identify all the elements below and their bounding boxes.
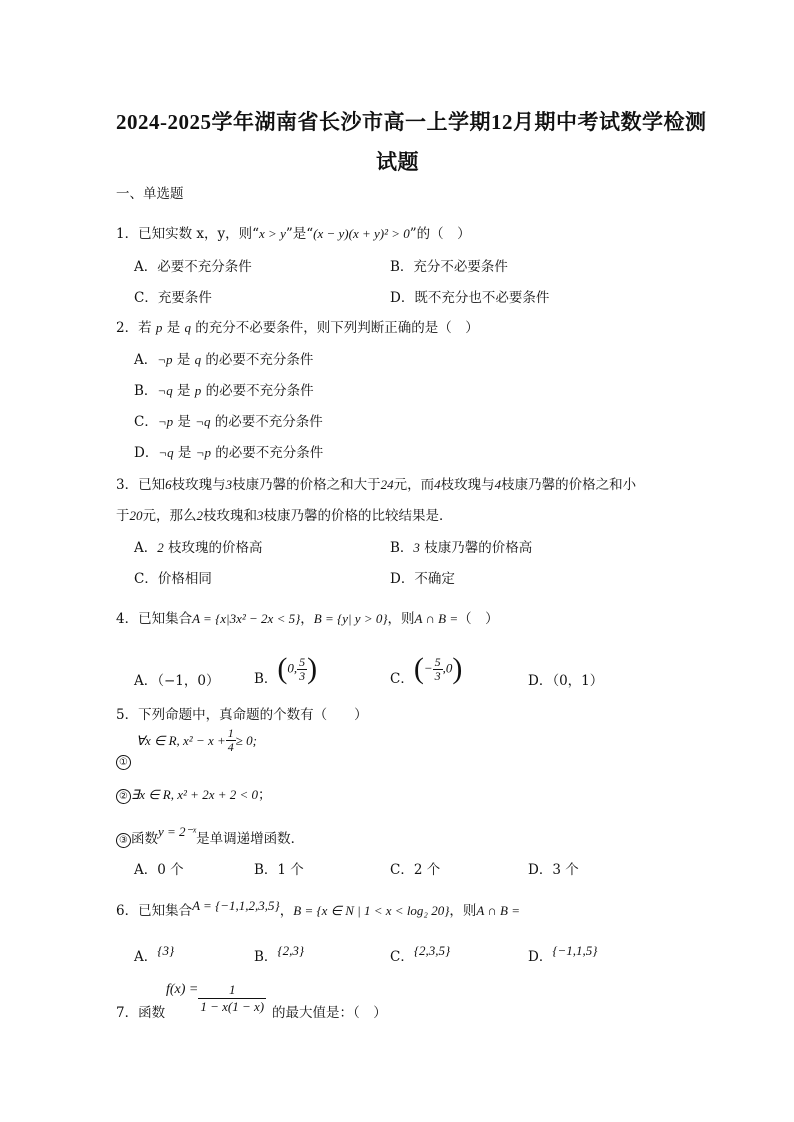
q3-l1f: 枝康乃馨的价格之和小	[501, 477, 637, 493]
q3-n4a: 4	[434, 477, 441, 492]
q4-c-rparen: )	[452, 652, 463, 685]
q3-a-num: 2	[157, 540, 164, 555]
q2-q: q	[184, 320, 191, 335]
q2-c-mid: 是	[177, 414, 191, 430]
q3-n3b: 3	[257, 508, 264, 523]
q2-c-label: C．	[134, 414, 158, 430]
q3-option-a[interactable]	[134, 539, 263, 557]
q4-b-num: 5	[299, 654, 306, 669]
q1-mid: ”是“	[285, 226, 314, 242]
q3-l1e: 枝玫瑰与	[440, 477, 495, 493]
q3-n4b: 4	[494, 477, 502, 492]
q2-b-label: B．	[134, 383, 158, 399]
q2-d-mid: 是	[177, 445, 192, 461]
q1-suffix: ”的（ ）	[409, 226, 471, 242]
q5-option-c[interactable]: C．2 个	[390, 862, 441, 878]
q3-b-num: 3	[413, 540, 420, 555]
q4-b-left: 0,	[287, 660, 298, 676]
q5-s3-math: y = 2⁻ˣ	[158, 824, 197, 839]
q4-set-a: A = {x|3x² − 2x < 5}	[192, 611, 301, 626]
q2-stem-b: 是	[166, 320, 181, 336]
q2-c-math2: ¬q	[195, 414, 211, 429]
page-title-line2: 试题	[376, 150, 419, 174]
q6-b-label: B．	[254, 949, 278, 965]
q2-option-a[interactable]	[134, 351, 313, 369]
q3-a-text: 枝玫瑰的价格高	[168, 540, 263, 556]
page-title-line1: 2024-2025学年湖南省长沙市高一上学期12月期中考试数学检测	[116, 110, 707, 134]
question-5-stem: 5．下列命题中，真命题的个数有（ ）	[116, 707, 368, 723]
q5-option-b[interactable]: B．1 个	[254, 862, 304, 878]
q7-den: 1 − x(1 − x)	[200, 999, 265, 1014]
q4-option-a[interactable]: A．（−1，0）	[134, 673, 220, 689]
q6-set-b: B = {x ∈ N | 1 < x < log₂ 20}	[293, 903, 450, 918]
q2-a-math1: ¬p	[157, 352, 173, 367]
q2-a-math2: q	[194, 352, 202, 367]
q2-a-tail: 的必要不充分条件	[205, 352, 314, 368]
q4-option-d[interactable]: D．（0，1）	[528, 673, 604, 689]
q1-option-c[interactable]: C．充要条件	[134, 290, 212, 306]
q3-option-c[interactable]: C．价格相同	[134, 571, 212, 587]
q3-option-b[interactable]	[390, 539, 532, 557]
q1-prefix: 1．已知实数 x，y，则“	[116, 226, 260, 242]
q4-c-fraction	[433, 656, 443, 683]
q3-a-label: A．	[134, 540, 158, 556]
q2-c-tail: 的必要不充分条件	[214, 414, 323, 430]
q6-comma: ，	[279, 903, 294, 919]
q3-l2a: 于	[116, 508, 130, 524]
q6-option-b[interactable]	[254, 942, 305, 965]
q4-suffix: ，则	[387, 611, 415, 627]
q6-a-value: {3}	[157, 943, 175, 958]
q2-a-mid: 是	[176, 352, 191, 368]
q1-option-b[interactable]: B．充分不必要条件	[390, 259, 508, 275]
q7-num: 1	[198, 982, 266, 999]
q3-n3a: 3	[225, 477, 233, 492]
q5-statement-2	[116, 786, 272, 804]
q2-d-math2: ¬p	[195, 445, 211, 460]
q4-c-right: ,0	[442, 660, 453, 676]
q2-d-label: D．	[134, 445, 159, 461]
q4-c-num: 5	[434, 654, 441, 669]
q5-option-a[interactable]: A．0 个	[134, 862, 184, 878]
q4-comma: ，	[300, 611, 314, 627]
q4-c-label: C．	[390, 671, 414, 687]
q6-d-label: D．	[528, 949, 553, 965]
q5-option-d[interactable]: D．3 个	[528, 862, 579, 878]
q6-prefix: 6．已知集合	[116, 903, 193, 919]
q4-b-lparen: (	[277, 652, 288, 685]
q4-intersect: A ∩ B =	[414, 611, 459, 626]
q5-s1-a: ∀x ∈ R, x² − x +	[136, 733, 226, 748]
q5-statement-3	[116, 824, 305, 848]
q1-option-d[interactable]: D．既不充分也不必要条件	[390, 290, 550, 306]
q5-s3-a: 函数	[131, 831, 158, 847]
question-3-line-2	[116, 507, 453, 525]
q5-s1-den: 4	[227, 740, 234, 754]
q3-l2b: 元，那么	[142, 508, 197, 524]
q4-prefix: 4．已知集合	[116, 611, 193, 627]
q6-option-d[interactable]	[528, 942, 598, 965]
q6-set-a: A = {−1,1,2,3,5}	[192, 898, 280, 913]
q7-f: f(x) =	[166, 982, 199, 997]
q6-option-c[interactable]	[390, 942, 451, 965]
q2-b-mid: 是	[177, 383, 191, 399]
q3-l2c: 枝玫瑰和	[203, 508, 257, 524]
q2-option-b[interactable]	[134, 382, 314, 400]
q5-s1-fraction	[226, 727, 236, 754]
question-1-stem	[116, 225, 471, 243]
q5-statement-1	[116, 726, 257, 770]
q6-intersect: A ∩ B =	[476, 903, 520, 918]
q5-s2-tail: ；	[258, 787, 272, 803]
q2-b-tail: 的必要不充分条件	[205, 383, 314, 399]
q3-l1b: 枝玫瑰与	[171, 477, 226, 493]
q7-suffix: 的最大值是：（ ）	[272, 1005, 387, 1021]
q2-stem-c: 的充分不必要条件，则下列判断正确的是（ ）	[195, 320, 479, 336]
q3-l1c: 枝康乃馨的价格之和大于	[232, 477, 381, 493]
q4-option-b[interactable]	[254, 650, 317, 688]
q5-circle-3: ③	[116, 833, 131, 848]
question-4-stem	[116, 610, 499, 628]
q2-stem-a: 2．若	[116, 320, 152, 336]
q2-option-c[interactable]	[134, 413, 323, 431]
q6-d-value: {−1,1,5}	[552, 943, 598, 958]
q4-set-b: B = {y| y > 0}	[313, 611, 388, 626]
q4-paren: （ ）	[458, 611, 499, 627]
question-7-prefix: 7．函数	[116, 1005, 166, 1021]
q3-b-text: 枝康乃馨的价格高	[424, 540, 533, 556]
q2-d-tail: 的必要不充分条件	[215, 445, 324, 461]
q2-a-label: A．	[134, 352, 158, 368]
q2-b-math1: ¬q	[157, 383, 173, 398]
q5-s1-num: 1	[227, 726, 234, 740]
q4-option-c[interactable]	[390, 650, 462, 688]
q4-c-lparen: (	[413, 652, 424, 685]
q4-b-den: 3	[299, 668, 306, 683]
q4-c-minus: −	[423, 660, 433, 676]
q4-b-fraction	[297, 656, 307, 683]
q5-s2: ∃x ∈ R, x² + 2x + 2 < 0	[131, 787, 259, 802]
q5-s3-b: 是单调递增函数．	[196, 831, 305, 847]
q6-a-label: A．	[134, 949, 158, 965]
q1-option-a[interactable]: A．必要不充分条件	[134, 259, 252, 275]
q3-l1d: 元，而	[393, 477, 435, 493]
q4-c-den: 3	[434, 668, 441, 683]
q5-circle-2: ②	[116, 789, 131, 804]
q4-b-rparen: )	[307, 652, 318, 685]
q2-option-d[interactable]	[134, 444, 323, 462]
question-3-line-1	[116, 476, 636, 494]
q6-suffix: ，则	[449, 903, 477, 919]
q2-c-math1: ¬p	[157, 414, 174, 429]
q7-fraction	[198, 982, 266, 1015]
q3-n20: 20	[129, 508, 143, 523]
q6-b-value: {2,3}	[277, 943, 305, 958]
question-2-stem	[116, 319, 479, 337]
q3-n24: 24	[380, 477, 394, 492]
q6-c-label: C．	[390, 949, 414, 965]
q3-b-label: B．	[390, 540, 414, 556]
q1-condition-1: x > y	[259, 226, 286, 241]
question-6-stem	[116, 898, 520, 920]
section-label: 一、单选题	[116, 186, 184, 202]
q6-option-a[interactable]	[134, 942, 175, 965]
q2-b-math2: p	[194, 383, 202, 398]
q3-n6: 6	[165, 477, 172, 492]
q5-circle-1: ①	[116, 755, 131, 770]
q6-c-value: {2,3,5}	[413, 943, 451, 958]
q2-p: p	[155, 320, 163, 335]
q3-option-d[interactable]: D．不确定	[390, 571, 455, 587]
q3-l2d: 枝康乃馨的价格的比较结果是．	[263, 508, 453, 524]
q7-function	[166, 982, 266, 1015]
q3-n2: 2	[196, 508, 203, 523]
q2-d-math1: ¬q	[158, 445, 174, 460]
q4-b-label: B．	[254, 671, 278, 687]
q3-l1a: 3．已知	[116, 477, 166, 493]
q5-s1-b: ≥ 0;	[235, 733, 257, 748]
q1-condition-2: (x − y)(x + y)² > 0	[313, 226, 410, 241]
